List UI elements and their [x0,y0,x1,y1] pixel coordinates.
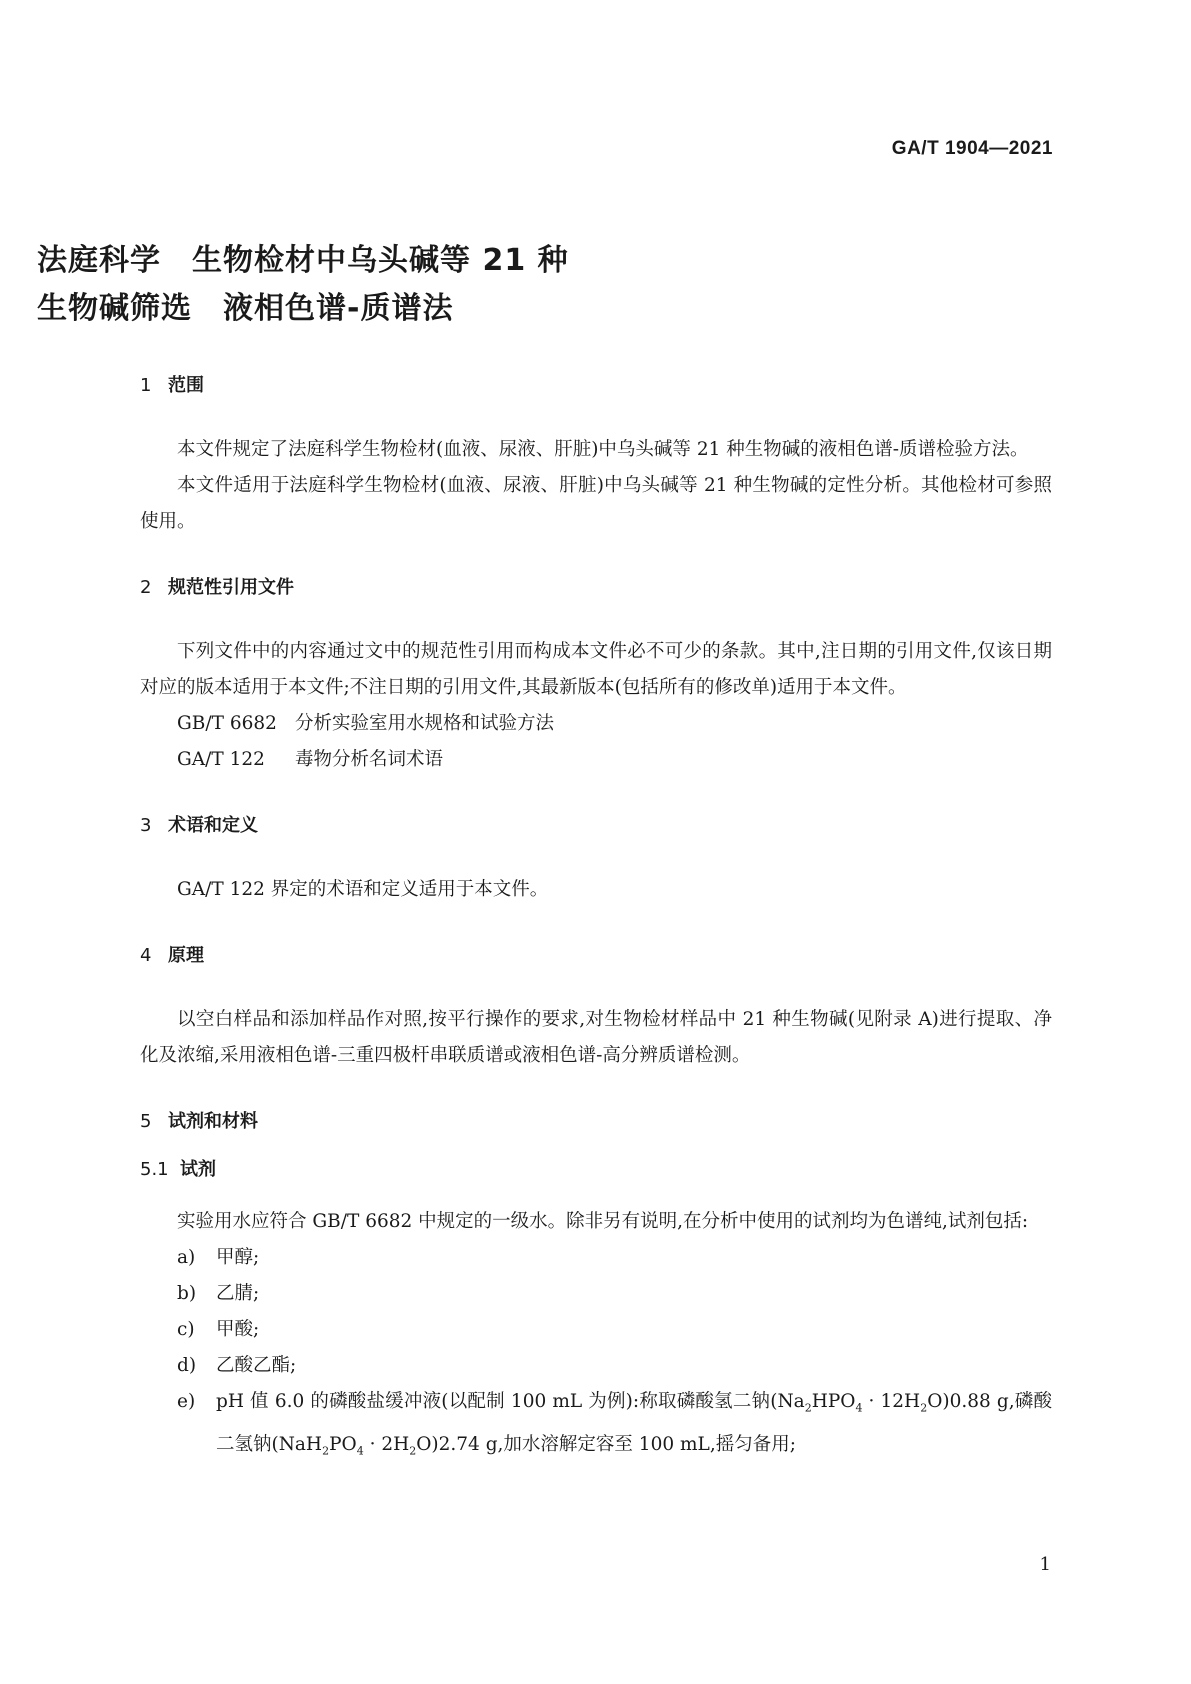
text-fragment: PO [329,1433,357,1455]
section-3-heading [140,812,1052,840]
subsection-title: 试剂 [180,1159,216,1180]
standard-code: GA/T 1904—2021 [891,138,1053,159]
subsection-5-1-heading [140,1156,1052,1184]
subscript: 2 [920,1401,928,1415]
reference-code: GA/T 122 [177,749,265,770]
list-text: 甲醇; [216,1247,260,1268]
section-5-heading [140,1108,1052,1136]
text-fragment: O)2.74 g,加水溶解定容至 100 mL,摇匀备用; [416,1433,796,1455]
reagent-list [140,1240,1052,1469]
section-4 [140,942,1052,1074]
reference-title: 毒物分析名词术语 [295,749,444,770]
list-item [140,1312,1052,1348]
title-line-1: 法庭科学 生物检材中乌头碱等 21 种 [37,243,569,278]
section-number: 1 [140,375,152,396]
paragraph: 本文件规定了法庭科学生物检材(血液、尿液、肝脏)中乌头碱等 21 种生物碱的液相色谱-质谱检验方法。 [177,439,1029,460]
list-text: 乙腈; [216,1283,260,1304]
section-title: 术语和定义 [168,815,258,836]
page-number: 1 [1039,1554,1051,1575]
text-fragment: O)0.88 g,磷酸二氢钠(NaH [216,1391,1052,1455]
section-1 [140,372,1052,540]
text-fragment: · 12H [862,1391,921,1412]
list-marker: c) [177,1319,195,1340]
title-line-2: 生物碱筛选 液相色谱-质谱法 [37,291,454,326]
paragraph: 本文件适用于法庭科学生物检材(血液、尿液、肝脏)中乌头碱等 21 种生物碱的定性分析。其他检材可参照使用。 [140,475,1052,532]
section-3 [140,812,1052,908]
section-2 [140,574,1052,778]
paragraph: 实验用水应符合 GB/T 6682 中规定的一级水。除非另有说明,在分析中使用的试剂均为色谱纯,试剂包括: [177,1211,1029,1232]
section-number: 4 [140,945,152,966]
list-item [140,1240,1052,1276]
text-fragment: HPO [811,1391,856,1412]
subscript: 2 [804,1401,812,1415]
list-item [140,1384,1052,1469]
reference-item [140,742,1052,778]
text-fragment: · 2H [363,1433,410,1455]
list-marker: a) [177,1247,196,1268]
section-1-heading [140,372,1052,400]
list-marker: b) [177,1283,197,1304]
reference-title: 分析实验室用水规格和试验方法 [295,713,555,734]
subscript: 4 [855,1401,863,1415]
list-marker: e) [177,1391,196,1412]
reference-item [140,706,1052,742]
list-item [140,1348,1052,1384]
paragraph: 下列文件中的内容通过文中的规范性引用而构成本文件必不可少的条款。其中,注日期的引用文件,仅该日期对应的版本适用于本文件;不注日期的引用文件,其最新版本(包括所有的修改单)适用于本文件。 [140,641,1052,698]
list-text [216,1391,1052,1458]
list-text: 甲酸; [216,1319,260,1340]
section-title: 试剂和材料 [168,1111,258,1132]
subscript: 4 [356,1444,364,1458]
section-title: 规范性引用文件 [168,577,294,598]
section-number: 2 [140,577,152,598]
subscript: 2 [409,1444,417,1458]
section-title: 原理 [168,945,204,966]
subscript: 2 [322,1444,330,1458]
section-4-heading [140,942,1052,970]
text-fragment: pH 值 6.0 的磷酸盐缓冲液(以配制 100 mL 为例):称取磷酸氢二钠(Na [216,1391,805,1412]
document-title [0,237,1191,333]
subsection-number: 5.1 [140,1159,169,1180]
document-body [140,372,1052,1469]
list-item [140,1276,1052,1312]
reference-code: GB/T 6682 [177,713,277,734]
paragraph: 以空白样品和添加样品作对照,按平行操作的要求,对生物检材样品中 21 种生物碱(见附录 A)进行提取、净化及浓缩,采用液相色谱-三重四极杆串联质谱或液相色谱-高分辨质谱检测。 [140,1009,1052,1066]
section-title: 范围 [168,375,204,396]
section-number: 3 [140,815,152,836]
list-marker: d) [177,1355,197,1376]
paragraph: GA/T 122 界定的术语和定义适用于本文件。 [177,879,549,900]
list-text: 乙酸乙酯; [216,1355,297,1376]
section-5 [140,1108,1052,1469]
section-2-heading [140,574,1052,602]
section-number: 5 [140,1111,152,1132]
